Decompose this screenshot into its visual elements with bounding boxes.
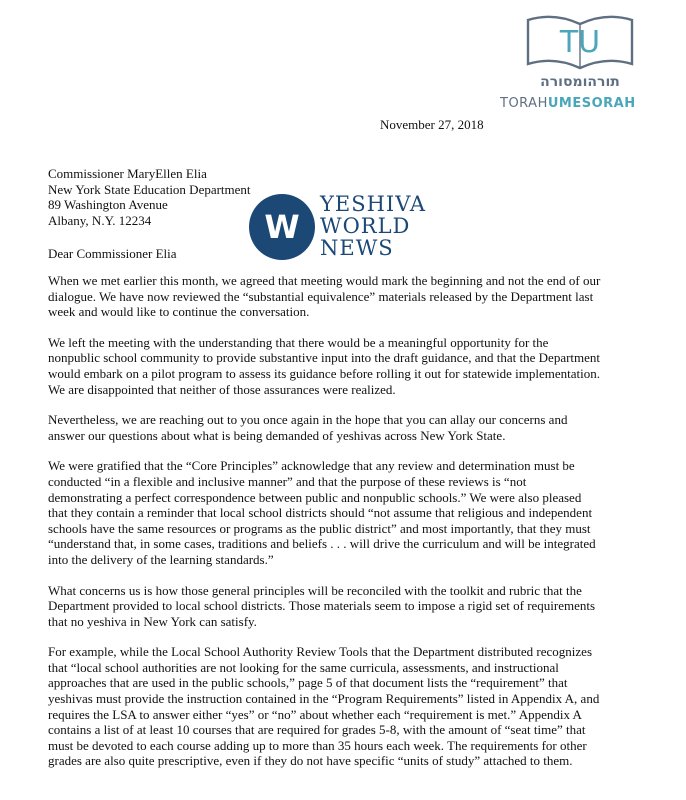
paragraph-line: Department provided to local school districts. Those materials seem to impose a rigid set of requirements bbox=[48, 598, 596, 614]
paragraph-line: week and would like to continue the conversation. bbox=[48, 304, 310, 320]
body-paragraph bbox=[48, 644, 668, 769]
watermark-word: YESHIVA bbox=[320, 192, 427, 216]
paragraph-line: We were gratified that the “Core Principles” acknowledge that any review and determination must be bbox=[48, 458, 575, 474]
body-paragraph bbox=[48, 273, 668, 320]
paragraph-line: answer our questions about what is being demanded of yeshivas across New York State. bbox=[48, 427, 506, 443]
address-line: New York State Education Department bbox=[48, 181, 251, 197]
recipient-address bbox=[48, 166, 251, 228]
paragraph-line: nonpublic school community to provide substantive input into the draft guidance, and that the Department bbox=[48, 350, 601, 366]
paragraph-line: We left the meeting with the understanding that there would be a meaningful opportunity for the bbox=[48, 334, 549, 350]
address-line: 89 Washington Avenue bbox=[48, 197, 168, 212]
paragraph-line: dialogue. We have now reviewed the “substantial equivalence” materials released by the Department last bbox=[48, 288, 594, 304]
paragraph-line: requires the LSA to answer either “yes” or “no” about whether each “requirement is met.” Appendix A bbox=[48, 706, 582, 722]
watermark-text bbox=[320, 193, 426, 259]
paragraph-line: that they contain a reminder that local school districts should “not assume that religious and independent bbox=[48, 505, 593, 521]
paragraph-line: conducted “in a flexible and inclusive manner” and that the purpose of these reviews is “not bbox=[48, 473, 527, 489]
logo-hebrew-text: תורהומסורה bbox=[540, 74, 620, 90]
paragraph-line: What concerns us is how those general principles will be reconciled with the toolkit and rubric that the bbox=[48, 582, 582, 598]
paragraph-line: schools have the same resources or programs as the public district” and most importantly, that they must bbox=[48, 520, 591, 536]
body-paragraph bbox=[48, 335, 668, 397]
paragraph-line: would embark on a pilot program to assess its guidance before rolling it out for statewide implementation. bbox=[48, 365, 601, 381]
paragraph-line: grades are also quite prescriptive, even if they do not have specific “units of study” attached to them. bbox=[48, 753, 573, 769]
ywn-logo-letter: W bbox=[264, 208, 300, 246]
paragraph-line: approaches that are used in the public schools,” page 5 of that document lists the “requirement” that bbox=[48, 675, 568, 691]
watermark-word: NEWS bbox=[320, 236, 394, 260]
paragraph-line: We are disappointed that neither of those assurances were realized. bbox=[48, 381, 396, 397]
body-paragraph bbox=[48, 583, 668, 630]
paragraph-line: into the delivery of the learning standards.” bbox=[48, 551, 274, 567]
logo-english-part2: UMESORAH bbox=[547, 96, 636, 111]
salutation: Dear Commissioner Elia bbox=[48, 246, 177, 261]
logo-english-part1: TORAH bbox=[500, 96, 548, 111]
torah-umesorah-logo bbox=[498, 10, 658, 110]
address-line: Albany, N.Y. 12234 bbox=[48, 212, 152, 228]
watermark-word: WORLD bbox=[320, 214, 411, 238]
yeshiva-world-news-watermark bbox=[248, 193, 448, 263]
paragraph-line: When we met earlier this month, we agreed that meeting would mark the beginning and not the end of our bbox=[48, 273, 601, 288]
ywn-logo-icon bbox=[248, 193, 316, 261]
logo-monogram: TU bbox=[559, 25, 601, 60]
paragraph-line: must be devoted to each course adding up to more than 35 hours each week. The requirements for other bbox=[48, 737, 587, 753]
paragraph-line: that “local school authorities are not looking for the same curricula, assessments, and instructional bbox=[48, 659, 559, 675]
address-line: Commissioner MaryEllen Elia bbox=[48, 166, 207, 181]
letter-body bbox=[48, 273, 668, 784]
paragraph-line: that no yeshiva in New York can satisfy. bbox=[48, 613, 257, 629]
paragraph-line: demonstrating a perfect correspondence between public and nonpublic schools.” We were also pleased bbox=[48, 489, 582, 505]
paragraph-line: “understand that, in some cases, traditions and beliefs . . . will drive the curriculum and will be integrated bbox=[48, 536, 596, 552]
paragraph-line: yeshivas must provide the instruction contained in the “Program Requirements” listed in Appendix A, and bbox=[48, 691, 600, 707]
letter-date: November 27, 2018 bbox=[380, 117, 484, 132]
body-paragraph bbox=[48, 412, 668, 443]
paragraph-line: For example, while the Local School Authority Review Tools that the Department distributed recognizes bbox=[48, 644, 593, 660]
body-paragraph bbox=[48, 458, 668, 567]
paragraph-line: contains a list of at least 10 courses that are required for grades 5-8, with the amount of “seat time” that bbox=[48, 722, 586, 738]
paragraph-line: Nevertheless, we are reaching out to you once again in the hope that you can allay our concerns and bbox=[48, 412, 568, 428]
open-book-icon bbox=[520, 10, 640, 72]
logo-english-text bbox=[500, 96, 636, 111]
